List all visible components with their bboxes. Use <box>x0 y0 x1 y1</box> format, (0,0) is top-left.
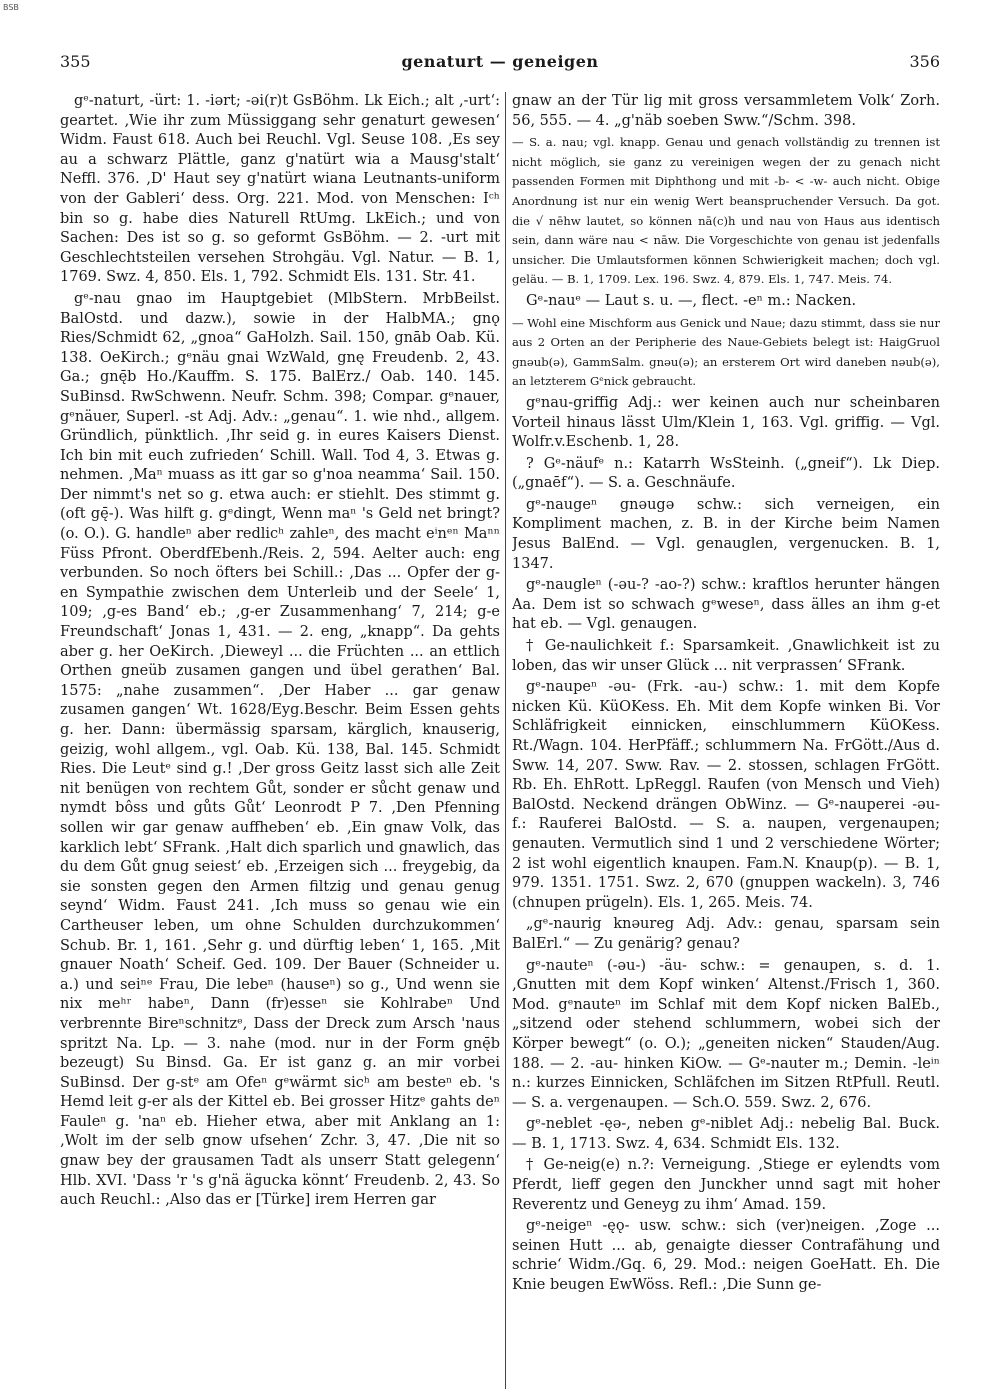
page-number-right: 356 <box>909 52 940 71</box>
dictionary-columns <box>60 92 940 1389</box>
note-genau: — S. a. nau; vgl. knapp. Genau und genach vollständig zu trennen ist nicht möglich, sie ganz zu vereinigen wegen der zu genach nicht passenden Formen mit Diphthong und mit -b- < -w- auch nicht. Obige Anordnung ist nur ein wenig Wert beanspruchender Versuch. Da got. die √ nēhw lautet, so können nā(c)h und nau von Haus aus identisch sein, dann wäre nau < nāw. Die Vorgeschichte von genau ist jedenfalls unsicher. Die Umlautsformen können Schwierigkeit machen; doch vgl. geläu. — B. 1, 1709. Lex. 196. Swz. 4, 879. Els. 1, 747. Meis. 74. <box>512 135 940 287</box>
entry-genauten: gᵉ-nauteⁿ (-əu-) -äu- schw.: = genaupen, s. d. 1. ‚Gnutten mit dem Kopf winken‘ Altenst./Frisch 1, 360. Mod. gᵉnauteⁿ im Schlaf mit dem Kopf nicken BalEb., „sitzend oder stehend schlummern, wobei sich der Körper bewegt“ (o. O.); „geneiten nicken“ Stauden/Aug. 188. — 2. -au- hinken KiOw. — Gᵉ-nauter m.; Demin. -leⁱⁿ n.: kurzes Einnicken, Schläfchen im Sitzen RtPfull. Reutl. — S. a. vergenaupen. — Sch.O. 559. Swz. 2, 676. <box>512 957 940 1111</box>
entry-genau-griffig: gᵉnau-griffig Adj.: wer keinen auch nur scheinbaren Vorteil hinaus lässt Ulm/Klein 1, 163. Vgl. griffig. — Vgl. Wolfr.v.Eschenb. 1, 28. <box>512 394 940 451</box>
entry-genauglen: gᵉ-naugleⁿ (-əu-? -ao-?) schw.: kraftlos herunter hängen Aa. Dem ist so schwach gᵉweseⁿ, dass älles an ihm g-et hat eb. — Vgl. genaugen. <box>512 577 940 633</box>
entry-genaugen: gᵉ-naugeⁿ gnəugə schw.: sich verneigen, ein Kompliment machen, z. B. in der Kirche beim Namen Jesus BalEnd. — Vgl. genauglen, vergenucken. B. 1, 1347. <box>512 496 940 572</box>
left-column <box>60 92 500 1389</box>
entry-genau: gᵉ-nau gnao im Hauptgebiet (MlbStern. MrbBeilst. BalOstd. und dazw.), sowie in der HalbMA.; gnǫ Ries/Schmidt 62, „gnoa“ GaHolzh. Sail. 150, gnāb Oab. Kü. 138. OeKirch.; gᵉnäu gnai WzWald, gnę Freudenb. 2, 43. Ga.; gnę̄b Ho./Kauffm. S. 175. BalErz./ Oab. 140. 145. SuBinsd. RwSchwenn. Neufr. Schm. 398; Compar. gᵉnauer, gᵉnäuer, Superl. -st Adj. Adv.: „genau“. 1. wie nhd., allgem. Gründlich, pünktlich. ‚Ihr seid g. in eures Kaisers Dienst. Ich bin mit euch zufrieden‘ Schill. Wall. Tod 4, 3. Etwas g. nehmen. ‚Maⁿ muass as itt gar so g'noa neamma‘ Sail. 150. Der nimmt's net so g. etwa auch: er stiehlt. Des stimmt g. (oft gę̄-). Was hilft g. gᵉdingt, Wenn maⁿ 's Geld net bringt? (o. O.). G. handleⁿ aber redlicʰ zahleⁿ, des macht eⁱnᵉⁿ Maⁿⁿ Füss Pfront. OberdfEbenh./Reis. 2, 594. Aelter auch: eng verbunden. So noch öfters bei Schill.: ‚Das ... Opfer der g-en Sympathie zwischen dem Unterleib und der Seele‘ 1, 109; ‚g-es Band‘ eb.; ‚g-er Zusammenhang‘ 7, 214; g-e Freundschaft‘ Jonas 1, 431. — 2. eng, „knapp“. Da gehts aber g. her OeKirch. ‚Dieweyl ... die Früchten ... an ettlich Orthen gneüb zusamen gangen und übel gerathen‘ Bal. 1575: „nahe zusammen“. ‚Der Haber ... gar genaw zusamen gangen‘ Wt. 1628/Eyg.Beschr. Beim Essen gehts g. her. Dann: übermässig sparsam, kärglich, knauserig, geizig, wohl allgem., vgl. Oab. Kü. 138, Bal. 145. Schmidt Ries. Die Leutᵉ sind g.! ‚Der gross Geitz lasst sich alle Zeit nit benügen von rechtem Gůt, sonder er sůcht genaw und nymdt bôss und gůts Gůt‘ Leonrodt P 7. ‚Den Pfenning sollen wir gar genaw auffheben‘ eb. ‚Ein gnaw Volk, das karklich lebt‘ SFrank. ‚Halt dich sparlich und gnawlich, das du dem Gůt gnug seiest‘ eb. ‚Erzeigen sich ... freygebig, da sie sonsten gegen den Armen filtzig und genau genug seynd‘ Widm. Faust 241. ‚Ich muss so genau wie ein Cartheuser leben, um ohne Schulden durchzukommen‘ Schub. Br. 1, 161. ‚Sehr g. und dürftig leben‘ 1, 165. ‚Mit gnauer Noath‘ Scheif. Ged. 109. Der Bauer (Schneider u. a.) und seiⁿᵉ Frau, Die lebeⁿ (hauseⁿ) so g., Und wenn sie nix meʰʳ habeⁿ, Dann (fr)esseⁿ sie Kohlrabeⁿ Und verbrennte Bireⁿschnitzᵉ, Dass der Dreck zum Arsch 'naus spritzt Na. Lp. — 3. nahe (mod. nur in der Form gnę̄b bezeugt) Su Binsd. Ga. Er ist ganz g. an mir vorbei SuBinsd. Der g-stᵉ am Ofeⁿ gᵉwärmt sicʰ am besteⁿ eb. 's Hemd leit g-er als der Kittel eb. Bei grosser Hitzᵉ gahts deⁿ Fauleⁿ g. 'naⁿ eb. Hieher etwa, aber mit Anklang an 1: ‚Wolt im der selb gnow ufsehen‘ Zchr. 3, 47. ‚Die nit so gnaw bey der grausamen Tadt als unserr Statt gelegenn‘ Hlb. XVI. 'Dass 'r 's g'nä ägucka könnt‘ Freudenb. 2, 43. So auch Reuchl.: ‚Also das er [Türke] irem Herren gar <box>60 290 500 1209</box>
running-title: genaturt — geneigen <box>401 52 599 71</box>
library-mark: BSB <box>3 3 19 12</box>
entry-genaurig: „gᵉ-naurig knəureg Adj. Adv.: genau, sparsam sein BalErl.“ — Zu genärig? genau? <box>512 916 940 952</box>
entry-genaturt: gᵉ-naturt, -ürt: 1. -iərt; -əi(r)t GsBöhm. Lk Eich.; alt ‚-urt‘: geartet. ‚Wie ihr zum Müssiggang sehr genaturt gewesen‘ Widm. Faust 618. Auch bei Reuchl. Vgl. Seuse 108. ‚Es sey au a schwarz Plättle, ganz g'natürt wia a Mausg'stalt‘ Neffl. 376. ‚D' Haut sey g'natürt wiana Leutnants-uniform von der Gableri‘ dess. Org. 221. Mod. von Menschen: Iᶜʰ bin so g. habe dies Naturell RtUmg. LkEich.; und von Sachen: Des ist so g. so geformt GsBöhm. — 2. -urt mit Geschlechtsteilen versehen Strohgäu. Vgl. Natur. — B. 1, 1769. Swz. 4, 850. Els. 1, 792. Schmidt Els. 131. Str. 41. <box>60 93 500 286</box>
entry-geneigen: gᵉ-neigeⁿ -ęǫ- usw. schw.: sich (ver)neigen. ‚Zoge ... seinen Hutt ... ab, genaigte diesser Contrafähung und schrie‘ Widm./Gq. 6, 29. Mod.: neigen GoeHatt. Eh. Die Knie beugen EwWöss. Refl.: ‚Die Sunn ge- <box>512 1218 940 1294</box>
entry-genaulichkeit: † Ge-naulichkeit f.: Sparsamkeit. ‚Gnawlichkeit ist zu loben, das wir unser Glück ... nit verprassen‘ SFrank. <box>512 638 940 674</box>
right-column <box>512 92 940 1389</box>
entry-geneblet: gᵉ-neblet -ęə-, neben gᵉ-niblet Adj.: nebelig Bal. Buck. — B. 1, 1713. Swz. 4, 634. Schmidt Els. 132. <box>512 1116 940 1152</box>
page-number-left: 355 <box>60 52 91 71</box>
entry-genaue: Gᵉ-nauᵉ — Laut s. u. —, flect. -eⁿ m.: Nacken. <box>526 292 857 309</box>
entry-geneige: † Ge-neig(e) n.?: Verneigung. ‚Stiege er eylendts vom Pferdt, lieff gegen den Junckher unnd sagt mit hoher Reverentz und Geneyg zu ihm‘ Amad. 159. <box>512 1157 940 1213</box>
entry-genau-continued: gnaw an der Tür lig mit gross versammletem Volk‘ Zorh. 56, 555. — 4. „g'näb soeben Sww.“/Schm. 398. <box>512 93 940 129</box>
entry-genaeufe: ? Gᵉ-näufᵉ n.: Katarrh WsSteinh. („gneif“). Lk Diep. („gnaēf“). — S. a. Geschnäufe. <box>512 455 940 492</box>
page-header <box>60 52 940 82</box>
column-divider <box>505 92 506 1389</box>
note-genaue: — Wohl eine Mischform aus Genick und Naue; dazu stimmt, dass sie nur aus 2 Orten an der Peripherie des Naue-Gebiets belegt ist: HaigGruol gnəub(ə), GammSalm. gnəu(ə); an ersterem Ort wird daneben nəub(ə), an letzterem Gᵉnick gebraucht. <box>512 315 940 389</box>
entry-genaupen: gᵉ-naupeⁿ -əu- (Frk. -au-) schw.: 1. mit dem Kopfe nicken Kü. KüOKess. Eh. Mit dem Kopfe winken Bi. Vor Schläfrigkeit einnicken, einschlummern KüOKess. Rt./Wagn. 104. HerPfäff.; schlummern Na. FrGött./Aus d. Sww. 14, 207. Sww. Rav. — 2. stossen, schlagen FrGött. Rb. Eh. EhRott. LpReggl. Raufen (von Mensch und Vieh) BalOstd. Neckend drängen ObWinz. — Gᵉ-nauperei -əu- f.: Rauferei BalOstd. — S. a. naupen, vergenaupen; genauten. Vermutlich sind 1 und 2 verschiedene Wörter; 2 ist wohl eigentlich knaupen. Fam.N. Knaup(p). — B. 1, 979. 1351. 1751. Swz. 2, 670 (gnuppen wackeln). 3, 746 (chnupen prügeln). Els. 1, 265. Meis. 74. <box>512 679 940 911</box>
